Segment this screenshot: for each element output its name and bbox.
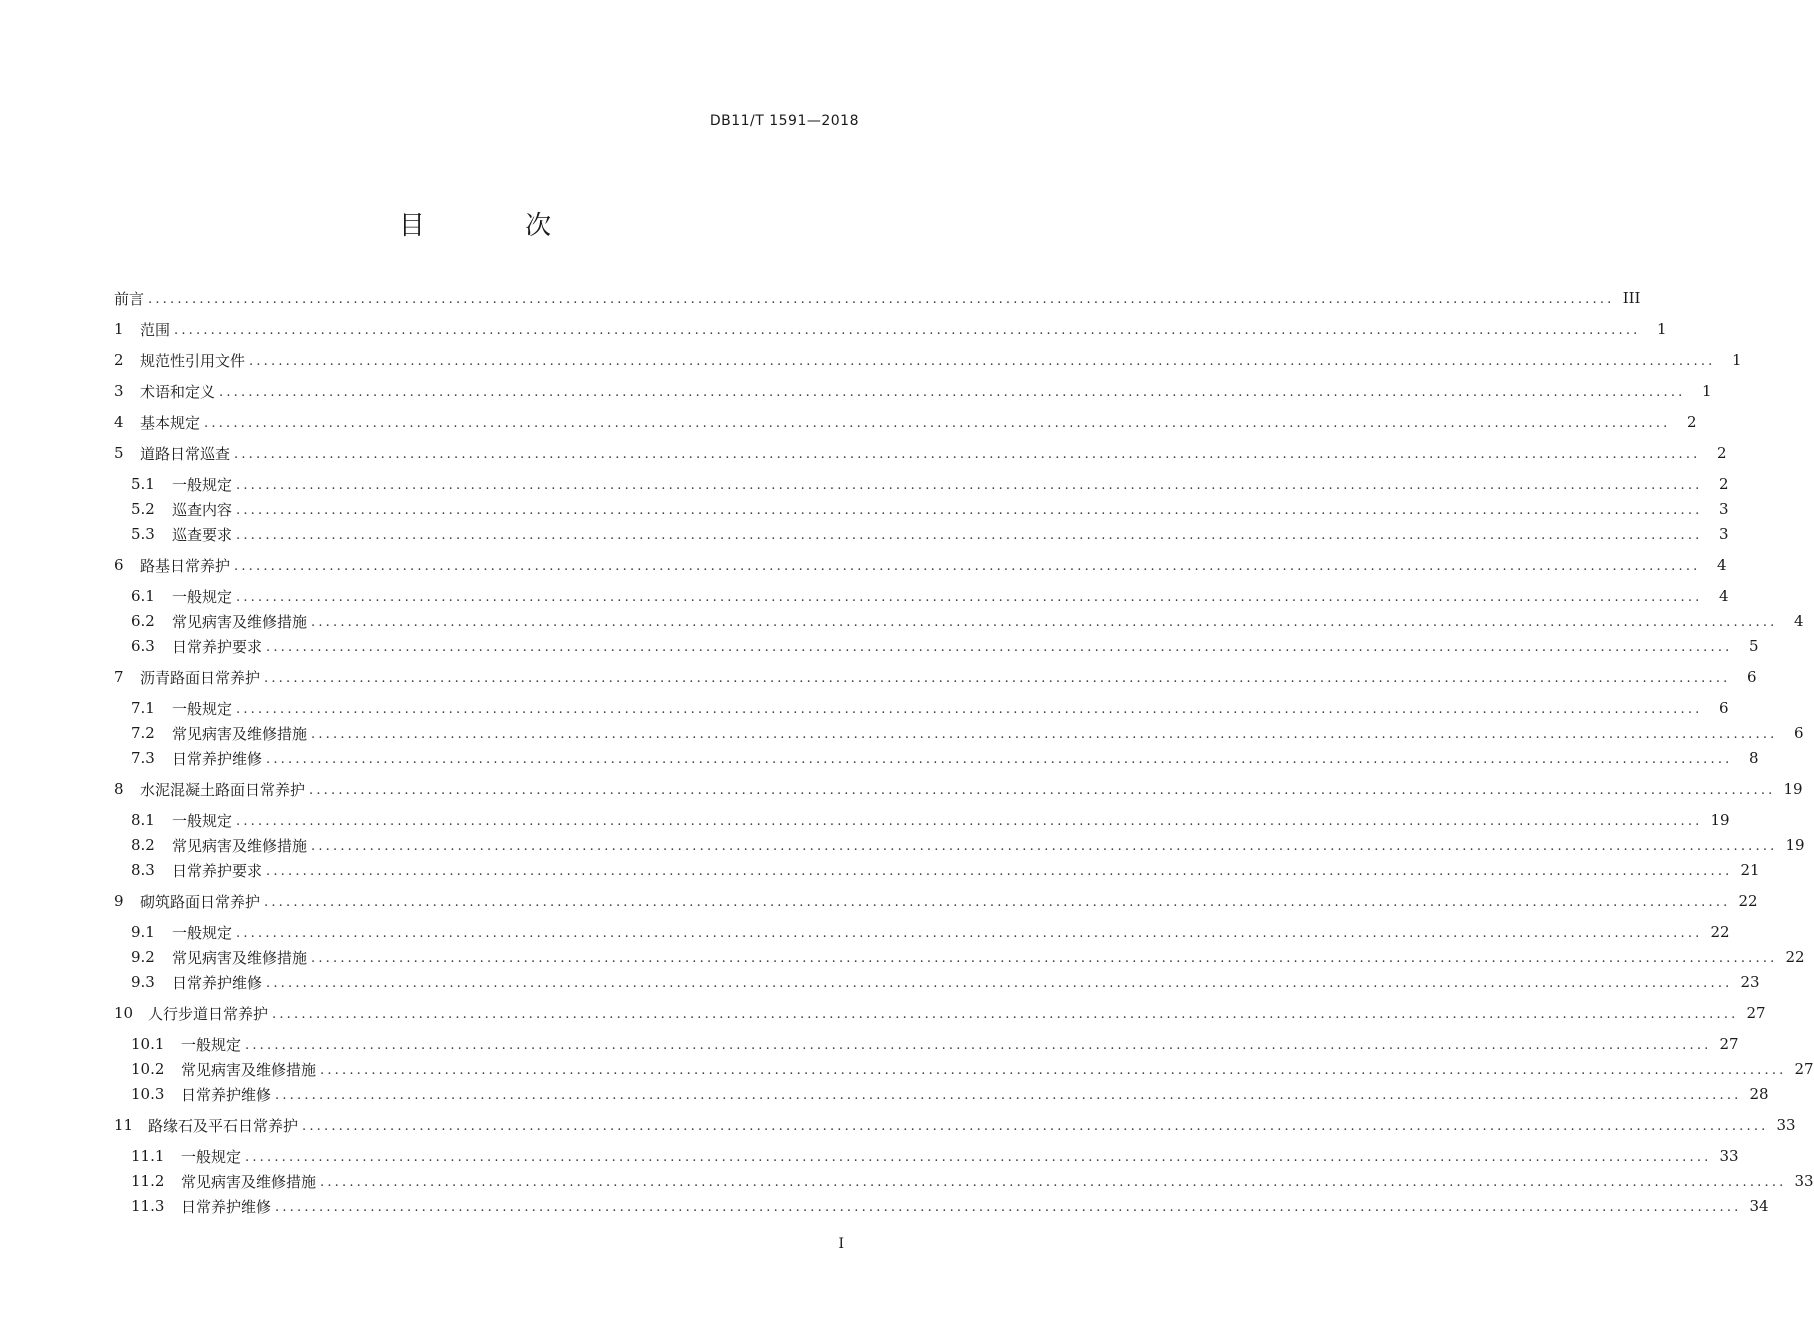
toc-entry-title: 基本规定 — [140, 413, 201, 432]
toc-entry-title: 日常养护维修 — [172, 749, 263, 768]
toc-entry[interactable] — [131, 1192, 1769, 1220]
toc-entry[interactable] — [114, 775, 1803, 803]
toc-dot-leader: ........................................................................................................................................................................................................ — [236, 527, 1703, 543]
toc-entry-page: 3 — [1718, 525, 1729, 543]
toc-dot-leader: ........................................................................................................................................................................................................ — [236, 925, 1703, 941]
toc-entry-page: 3 — [1718, 500, 1729, 518]
toc-entry-title: 一般规定 — [172, 923, 233, 942]
toc-entry-title: 日常养护维修 — [181, 1085, 272, 1104]
toc-entry[interactable] — [114, 551, 1727, 579]
toc-dot-leader: ........................................................................................................................................................................................................ — [204, 415, 1671, 431]
toc-entry[interactable] — [114, 315, 1667, 343]
toc-dot-leader: ........................................................................................................................................................................................................ — [264, 894, 1731, 910]
toc-dot-leader: ........................................................................................................................................................................................................ — [311, 838, 1778, 854]
toc-dot-leader: ........................................................................................................................................................................................................ — [234, 446, 1701, 462]
toc-dot-leader: ........................................................................................................................................................................................................ — [320, 1174, 1787, 1190]
toc-entry-number: 3 — [114, 382, 124, 400]
toc-dot-leader: ........................................................................................................................................................................................................ — [266, 863, 1733, 879]
toc-entry-title: 常见病害及维修措施 — [172, 948, 308, 967]
toc-entry-page: 6 — [1746, 668, 1757, 686]
toc-entry-page: 4 — [1793, 612, 1804, 630]
toc-entry-page: 27 — [1794, 1060, 1814, 1078]
toc-entry-number: 8.2 — [131, 836, 155, 854]
toc-entry-title: 前言 — [114, 289, 145, 308]
toc-entry-title: 日常养护维修 — [181, 1197, 272, 1216]
toc-entry-title: 一般规定 — [181, 1147, 242, 1166]
toc-entry-number: 8 — [114, 780, 124, 798]
page-number: I — [838, 1236, 844, 1252]
toc-entry-page: 2 — [1718, 475, 1729, 493]
toc-entry-page: 19 — [1710, 811, 1730, 829]
toc-entry-number: 7.1 — [131, 699, 155, 717]
toc-entry-page: 1 — [1701, 382, 1712, 400]
toc-dot-leader: ........................................................................................................................................................................................................ — [311, 950, 1778, 966]
toc-entry-number: 5.1 — [131, 475, 155, 493]
toc-entry[interactable] — [131, 1030, 1739, 1058]
toc-entry-title: 常见病害及维修措施 — [181, 1060, 317, 1079]
toc-entry-page: 4 — [1716, 556, 1727, 574]
toc-entry-page: 22 — [1785, 948, 1805, 966]
toc-entry-title: 日常养护维修 — [172, 973, 263, 992]
toc-entry-page: 6 — [1718, 699, 1729, 717]
toc-entry-number: 9.3 — [131, 973, 155, 991]
toc-entry-number: 9 — [114, 892, 124, 910]
toc-entry[interactable] — [131, 1167, 1814, 1195]
toc-dot-leader: ........................................................................................................................................................................................................ — [311, 614, 1778, 630]
toc-entry-title: 巡查要求 — [172, 525, 233, 544]
toc-entry-title: 路基日常养护 — [140, 556, 231, 575]
toc-entry[interactable] — [131, 694, 1729, 722]
toc-dot-leader: ........................................................................................................................................................................................................ — [148, 291, 1615, 307]
toc-entry-title: 路缘石及平石日常养护 — [148, 1116, 299, 1135]
toc-entry-page: 33 — [1794, 1172, 1814, 1190]
toc-dot-leader: ........................................................................................................................................................................................................ — [174, 322, 1641, 338]
toc-dot-leader: ........................................................................................................................................................................................................ — [266, 751, 1733, 767]
toc-entry-page: 19 — [1783, 780, 1803, 798]
toc-dot-leader: ........................................................................................................................................................................................................ — [249, 353, 1716, 369]
toc-entry[interactable] — [131, 968, 1760, 996]
toc-entry-title: 水泥混凝土路面日常养护 — [140, 780, 306, 799]
toc-entry-title: 一般规定 — [172, 475, 233, 494]
toc-entry[interactable] — [114, 439, 1727, 467]
toc-entry[interactable] — [114, 999, 1766, 1027]
toc-entry[interactable] — [131, 1080, 1769, 1108]
toc-entry-number: 7 — [114, 668, 124, 686]
toc-entry-page: 6 — [1793, 724, 1804, 742]
toc-entry-number: 9.2 — [131, 948, 155, 966]
toc-entry-number: 4 — [114, 413, 124, 431]
toc-entry-page: 34 — [1749, 1197, 1769, 1215]
toc-entry[interactable] — [131, 1055, 1814, 1083]
toc-dot-leader: ........................................................................................................................................................................................................ — [266, 639, 1733, 655]
toc-entry-title: 巡查内容 — [172, 500, 233, 519]
toc-dot-leader: ........................................................................................................................................................................................................ — [311, 726, 1778, 742]
toc-entry[interactable] — [114, 408, 1697, 436]
toc-entry-page: 28 — [1749, 1085, 1769, 1103]
toc-entry-page: 19 — [1785, 836, 1805, 854]
toc-entry-page: 2 — [1686, 413, 1697, 431]
toc-entry-title: 规范性引用文件 — [140, 351, 246, 370]
toc-entry-title: 术语和定义 — [140, 382, 216, 401]
toc-dot-leader: ........................................................................................................................................................................................................ — [320, 1062, 1787, 1078]
toc-entry-title: 人行步道日常养护 — [148, 1004, 269, 1023]
page-title: 目 次 — [398, 211, 598, 241]
toc-entry-title: 一般规定 — [172, 811, 233, 830]
toc-entry-number: 9.1 — [131, 923, 155, 941]
toc-entry-number: 6.1 — [131, 587, 155, 605]
toc-dot-leader: ........................................................................................................................................................................................................ — [309, 782, 1776, 798]
toc-entry[interactable] — [131, 470, 1729, 498]
toc-dot-leader: ........................................................................................................................................................................................................ — [266, 975, 1733, 991]
toc-entry-title: 常见病害及维修措施 — [172, 612, 308, 631]
toc-entry-page: 1 — [1656, 320, 1667, 338]
toc-dot-leader: ........................................................................................................................................................................................................ — [302, 1118, 1769, 1134]
toc-entry-page: 33 — [1719, 1147, 1739, 1165]
standard-code: DB11/T 1591—2018 — [709, 113, 859, 129]
toc-entry-page: 27 — [1719, 1035, 1739, 1053]
toc-entry[interactable] — [131, 495, 1729, 523]
toc-entry-title: 常见病害及维修措施 — [172, 724, 308, 743]
toc-entry-title: 常见病害及维修措施 — [181, 1172, 317, 1191]
toc-entry-number: 10.2 — [131, 1060, 165, 1078]
toc-dot-leader: ........................................................................................................................................................................................................ — [236, 502, 1703, 518]
toc-entry[interactable] — [131, 856, 1760, 884]
toc-entry[interactable] — [131, 719, 1804, 747]
toc-dot-leader: ........................................................................................................................................................................................................ — [245, 1149, 1712, 1165]
toc-entry-page: 22 — [1710, 923, 1730, 941]
toc-entry-page: 8 — [1748, 749, 1759, 767]
toc-entry-page: 2 — [1716, 444, 1727, 462]
toc-entry-title: 沥青路面日常养护 — [140, 668, 261, 687]
toc-entry-title: 道路日常巡查 — [140, 444, 231, 463]
toc-dot-leader: ........................................................................................................................................................................................................ — [236, 701, 1703, 717]
toc-dot-leader: ........................................................................................................................................................................................................ — [236, 813, 1703, 829]
toc-entry[interactable] — [131, 744, 1759, 772]
toc-dot-leader: ........................................................................................................................................................................................................ — [236, 589, 1703, 605]
toc-entry-number: 1 — [114, 320, 124, 338]
toc-entry-page: III — [1622, 289, 1641, 307]
toc-entry-title: 一般规定 — [181, 1035, 242, 1054]
toc-entry-page: 27 — [1746, 1004, 1766, 1022]
toc-dot-leader: ........................................................................................................................................................................................................ — [236, 477, 1703, 493]
toc-dot-leader: ........................................................................................................................................................................................................ — [245, 1037, 1712, 1053]
toc-entry-number: 7.2 — [131, 724, 155, 742]
toc-entry-number: 8.3 — [131, 861, 155, 879]
toc-dot-leader: ........................................................................................................................................................................................................ — [272, 1006, 1739, 1022]
toc-entry[interactable] — [114, 284, 1641, 312]
toc-entry-title: 砌筑路面日常养护 — [140, 892, 261, 911]
toc-entry-number: 5.2 — [131, 500, 155, 518]
toc-entry-page: 22 — [1738, 892, 1758, 910]
toc-entry-page: 23 — [1740, 973, 1760, 991]
toc-dot-leader: ........................................................................................................................................................................................................ — [275, 1199, 1742, 1215]
toc-entry-number: 10.3 — [131, 1085, 165, 1103]
toc-entry-number: 11.2 — [131, 1172, 165, 1190]
toc-entry-number: 10.1 — [131, 1035, 165, 1053]
toc-entry-title: 一般规定 — [172, 699, 233, 718]
toc-entry[interactable] — [131, 582, 1729, 610]
toc-entry-page: 33 — [1776, 1116, 1796, 1134]
toc-dot-leader: ........................................................................................................................................................................................................ — [234, 558, 1701, 574]
toc-entry-title: 常见病害及维修措施 — [172, 836, 308, 855]
toc-entry-number: 6.2 — [131, 612, 155, 630]
toc-entry-number: 6 — [114, 556, 124, 574]
toc-entry[interactable] — [131, 1142, 1739, 1170]
toc-dot-leader: ........................................................................................................................................................................................................ — [219, 384, 1686, 400]
toc-entry-number: 11.1 — [131, 1147, 165, 1165]
toc-entry-title: 一般规定 — [172, 587, 233, 606]
toc-dot-leader: ........................................................................................................................................................................................................ — [264, 670, 1731, 686]
toc-entry-number: 5 — [114, 444, 124, 462]
toc-entry-title: 日常养护要求 — [172, 861, 263, 880]
toc-entry-page: 1 — [1731, 351, 1742, 369]
toc-entry-number: 2 — [114, 351, 124, 369]
toc-entry-page: 21 — [1740, 861, 1760, 879]
toc-entry[interactable] — [114, 663, 1757, 691]
toc-entry-number: 11 — [114, 1116, 134, 1134]
toc-entry[interactable] — [131, 632, 1759, 660]
toc-entry-number: 8.1 — [131, 811, 155, 829]
toc-entry-page: 5 — [1748, 637, 1759, 655]
toc-entry-page: 4 — [1718, 587, 1729, 605]
toc-dot-leader: ........................................................................................................................................................................................................ — [275, 1087, 1742, 1103]
toc-entry[interactable] — [131, 831, 1805, 859]
toc-entry[interactable] — [114, 1111, 1796, 1139]
toc-entry[interactable] — [131, 520, 1729, 548]
toc-entry-number: 5.3 — [131, 525, 155, 543]
toc-entry[interactable] — [114, 887, 1758, 915]
toc-entry-number: 11.3 — [131, 1197, 165, 1215]
toc-entry[interactable] — [131, 806, 1730, 834]
toc-entry-title: 范围 — [140, 320, 171, 339]
toc-entry[interactable] — [114, 377, 1712, 405]
toc-entry-title: 日常养护要求 — [172, 637, 263, 656]
toc-entry-number: 6.3 — [131, 637, 155, 655]
toc-entry[interactable] — [114, 346, 1742, 374]
toc-entry[interactable] — [131, 943, 1805, 971]
toc-entry-number: 7.3 — [131, 749, 155, 767]
toc-entry[interactable] — [131, 918, 1730, 946]
toc-entry-number: 10 — [114, 1004, 134, 1022]
toc-entry[interactable] — [131, 607, 1804, 635]
